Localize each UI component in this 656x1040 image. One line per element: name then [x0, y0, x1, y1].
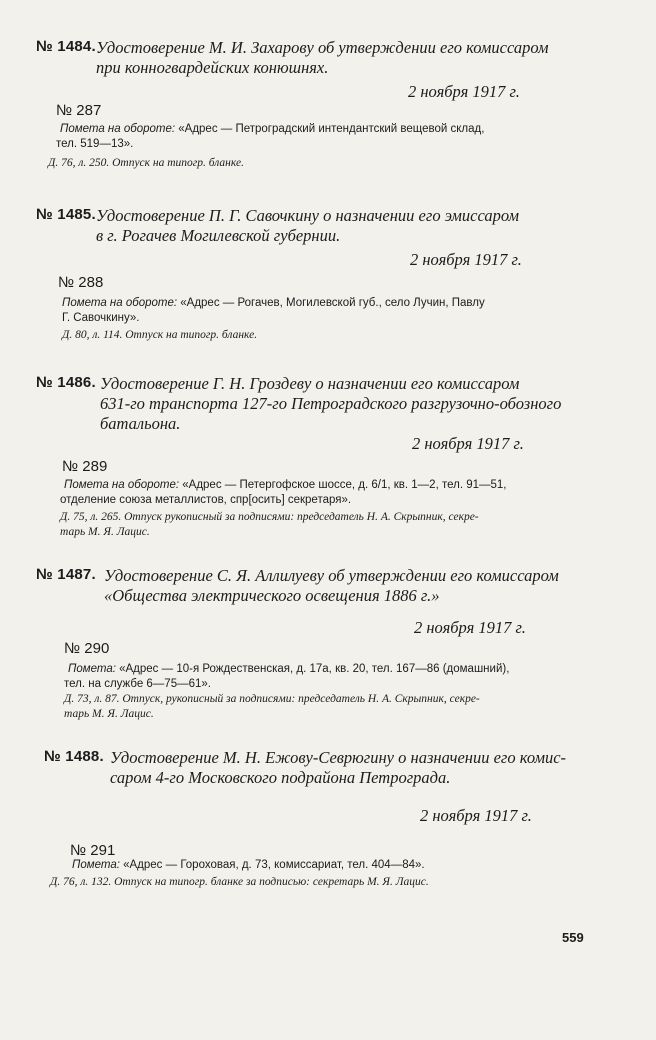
title-line: Удостоверение Г. Н. Гроздеву о назначении его комиссаром	[100, 374, 520, 393]
note-continuation: тел. 519—13».	[56, 138, 134, 150]
note	[64, 662, 588, 692]
note	[56, 122, 580, 152]
source: Д. 76, л. 132. Отпуск на типогр. бланке за подписью: секретарь М. Я. Лацис.	[50, 876, 429, 888]
source-line: Д. 73, л. 87. Отпуск, рукописный за подписями: председатель Н. А. Скрыпник, секре-	[64, 693, 480, 705]
title-line: батальона.	[100, 414, 181, 433]
note	[72, 858, 592, 873]
entry-number: № 1486.	[36, 374, 96, 391]
entry-date: 2 ноября 1917 г.	[412, 434, 524, 453]
note-label: Помета на обороте:	[60, 123, 176, 135]
doc-number: № 291	[70, 842, 116, 859]
entry-title	[110, 748, 590, 788]
note-text: «Адрес — Петергофское шоссе, д. 6/1, кв. 1—2, тел. 91—51,	[179, 479, 507, 491]
source: Д. 76, л. 250. Отпуск на типогр. бланке.	[48, 157, 244, 169]
entry-title	[104, 566, 584, 606]
title-line: Удостоверение М. И. Захарову об утверждении его комиссаром	[96, 38, 549, 57]
note-continuation: отделение союза металлистов, спр[осить] секретаря».	[60, 494, 352, 506]
note-label: Помета:	[68, 663, 116, 675]
page-number: 559	[562, 930, 584, 945]
entry-number: № 1484.	[36, 38, 96, 55]
note-label: Помета на обороте:	[62, 297, 178, 309]
doc-number: № 287	[56, 102, 102, 119]
entry-title	[96, 206, 576, 246]
doc-number: № 290	[64, 640, 110, 657]
note	[62, 296, 582, 326]
title-line: при конногвардейских конюшнях.	[96, 58, 329, 77]
doc-number: № 288	[58, 274, 104, 291]
source	[64, 692, 584, 722]
note-continuation: тел. на службе 6—75—61».	[64, 678, 211, 690]
entry-date: 2 ноября 1917 г.	[414, 618, 526, 637]
source: Д. 80, л. 114. Отпуск на типогр. бланке.	[62, 329, 258, 341]
title-line: Удостоверение П. Г. Савочкину о назначении его эмиссаром	[96, 206, 519, 225]
note-continuation: Г. Савочкину».	[62, 312, 140, 324]
source	[60, 510, 580, 540]
entry-date: 2 ноября 1917 г.	[410, 250, 522, 269]
note	[60, 478, 584, 508]
entry-date: 2 ноября 1917 г.	[420, 806, 532, 825]
note-text: «Адрес — Гороховая, д. 73, комиссариат, тел. 404—84».	[119, 859, 425, 871]
entry-date: 2 ноября 1917 г.	[408, 82, 520, 101]
note-text: «Адрес — Петроградский интендантский вещевой склад,	[175, 123, 485, 135]
title-line: Удостоверение С. Я. Аллилуеву об утверждении его комиссаром	[104, 566, 559, 585]
title-line: Удостоверение М. Н. Ежову-Севрюгину о назначении его комис-	[110, 748, 567, 767]
note-text: «Адрес — Рогачев, Могилевской губ., село Лучин, Павлу	[177, 297, 485, 309]
note-label: Помета:	[72, 859, 120, 871]
entry-number: № 1487.	[36, 566, 96, 583]
entry-number: № 1488.	[44, 748, 104, 765]
source-line: Д. 75, л. 265. Отпуск рукописный за подписями: председатель Н. А. Скрыпник, секре-	[60, 511, 479, 523]
entry-title	[100, 374, 580, 434]
title-line: в г. Рогачев Могилевской губернии.	[96, 226, 341, 245]
source-line: тарь М. Я. Лацис.	[60, 526, 150, 538]
entry-title	[96, 38, 576, 78]
note-label: Помета на обороте:	[64, 479, 180, 491]
source-line: тарь М. Я. Лацис.	[64, 708, 154, 720]
title-line: 631-го транспорта 127-го Петроградского разгрузочно-обозного	[100, 394, 562, 413]
title-line: саром 4-го Московского подрайона Петрограда.	[110, 768, 451, 787]
doc-number: № 289	[62, 458, 108, 475]
note-text: «Адрес — 10-я Рождественская, д. 17а, кв. 20, тел. 167—86 (домашний),	[115, 663, 510, 675]
title-line: «Общества электрического освещения 1886 г.»	[104, 586, 440, 605]
entry-number: № 1485.	[36, 206, 96, 223]
